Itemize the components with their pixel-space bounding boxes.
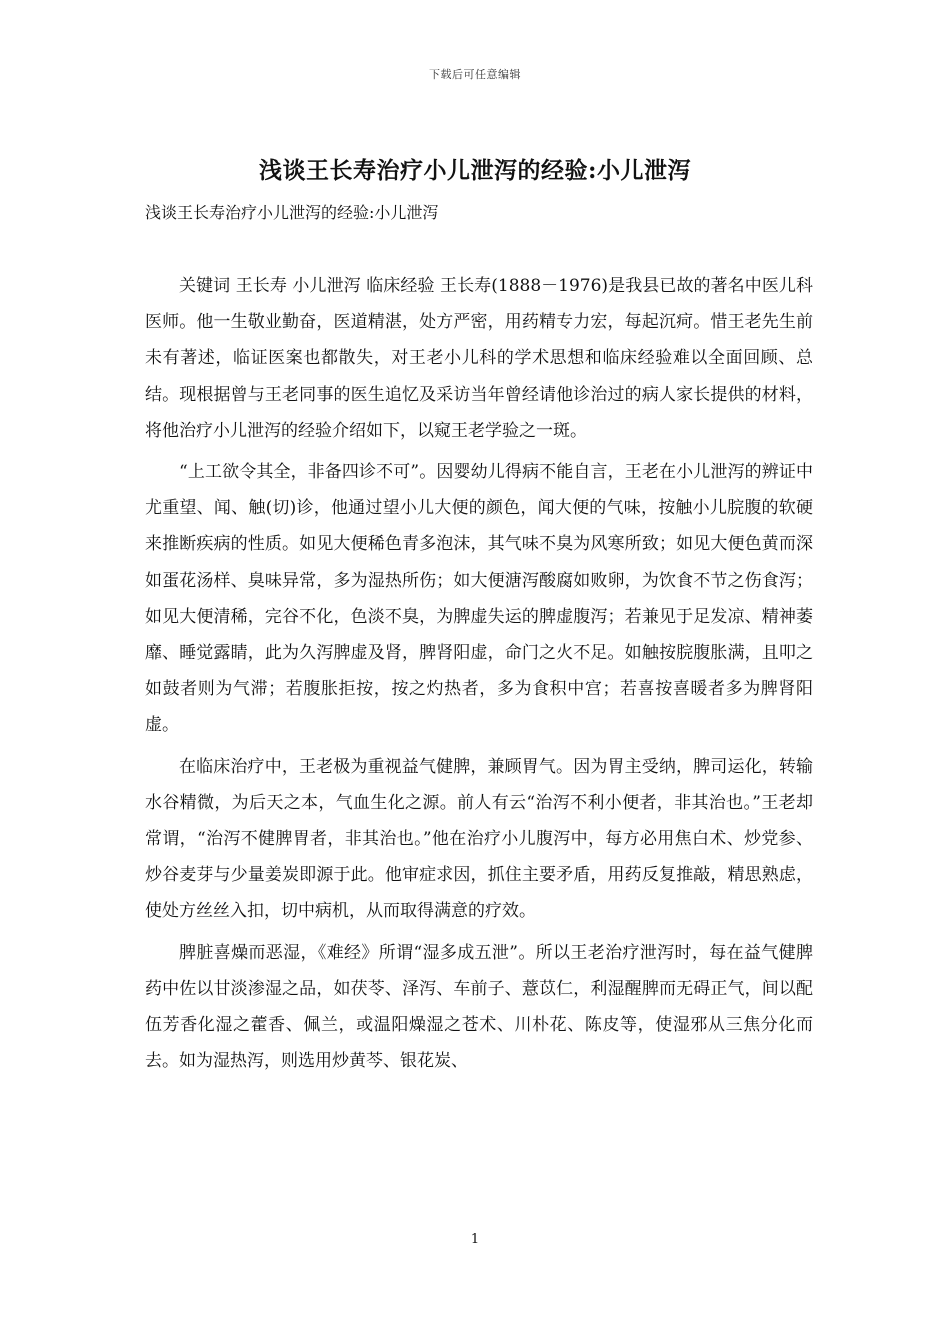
paragraph-diagnosis: “上工欲令其全，非备四诊不可”。因婴幼儿得病不能自言，王老在小儿泄泻的辨证中尤重望、闻、触(切)诊，他通过望小儿大便的颜色，闻大便的气味，按触小儿脘腹的软硬来推断疾病的性质。如见大便稀色青多泡沫，其气味不臭为风寒所致；如见大便色黄而深如蛋花汤样、臭味异常，多为湿热所伤；如大便溏泻酸腐如败卵，为饮食不节之伤食泻；如见大便清稀，完谷不化，色淡不臭，为脾虚失运的脾虚腹泻；若兼见于足发凉、精神萎靡、睡觉露睛，此为久泻脾虚及肾，脾肾阳虚，命门之火不足。如触按脘腹胀满，且叩之如鼓者则为气滞；若腹胀拒按，按之灼热者，多为食积中宫；若喜按喜暖者多为脾肾阳虚。 (145, 462, 813, 736)
document-title: 浅谈王长寿治疗小儿泄泻的经验:小儿泄泻 (259, 157, 691, 184)
header-note: 下载后可任意编辑 (429, 68, 521, 81)
document-subtitle: 浅谈王长寿治疗小儿泄泻的经验:小儿泄泻 (145, 203, 439, 222)
paragraph-dampness: 脾脏喜燥而恶湿，《难经》所谓“湿多成五泄”。所以王老治疗泄泻时，每在益气健脾药中佐以甘淡渗湿之品，如茯苓、泽泻、车前子、薏苡仁，利湿醒脾而无碍正气，间以配伍芳香化湿之藿香、佩兰，或温阳燥湿之苍术、川朴花、陈皮等，使湿邪从三焦分化而去。如为湿热泻，则选用炒黄芩、银花炭、 (145, 942, 813, 1072)
paragraph-treatment: 在临床治疗中，王老极为重视益气健脾，兼顾胃气。因为胃主受纳，脾司运化，转输水谷精微，为后天之本，气血生化之源。前人有云“治泻不利小便者，非其治也。”王老却常谓，“治泻不健脾胃者，非其治也。”他在治疗小儿腹泻中，每方必用焦白术、炒党参、炒谷麦芽与少量姜炭即源于此。他审症求因，抓住主要矛盾，用药反复推敲，精思熟虑，使处方丝丝入扣，切中病机，从而取得满意的疗效。 (145, 756, 813, 922)
paragraph-keywords-intro: 关键词 王长寿 小儿泄泻 临床经验 王长寿(1888－1976)是我县已故的著名中医儿科医师。他一生敬业勤奋，医道精湛，处方严密，用药精专力宏，每起沉疴。惜王老先生前未有著述，临证医案也都散失，对王老小儿科的学术思想和临床经验难以全面回顾、总结。现根据曾与王老同事的医生追忆及采访当年曾经请他诊治过的病人家长提供的材料，将他治疗小儿泄泻的经验介绍如下，以窥王老学验之一斑。 (145, 276, 813, 441)
page-number: 1 (470, 1232, 480, 1247)
document-body (145, 268, 813, 1079)
